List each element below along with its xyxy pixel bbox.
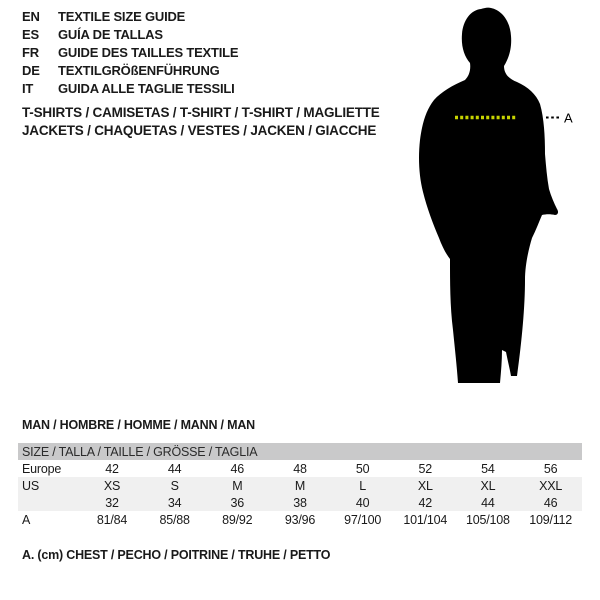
cell: 93/96 xyxy=(284,512,316,527)
cell: 50 xyxy=(355,461,370,476)
language-row-fr xyxy=(22,44,238,62)
cell: 81/84 xyxy=(96,512,128,527)
table-row-us-numeric xyxy=(18,494,582,511)
cell: 42 xyxy=(105,461,119,476)
cell: L xyxy=(359,478,366,493)
table-row-us xyxy=(18,477,582,494)
cell: 89/92 xyxy=(222,512,253,527)
language-row-es xyxy=(22,26,238,44)
row-label: US xyxy=(22,478,39,493)
language-code: ES xyxy=(22,27,39,42)
category-titles xyxy=(22,104,380,140)
cell: 32 xyxy=(105,495,119,510)
cell: XL xyxy=(480,478,496,493)
table-row-a-chest xyxy=(18,511,582,528)
man-silhouette-figure xyxy=(405,0,600,400)
cell: 97/100 xyxy=(344,512,382,527)
cell: M xyxy=(232,478,243,493)
section-title-man: MAN / HOMBRE / HOMME / MANN / MAN xyxy=(22,418,255,432)
cell: S xyxy=(170,478,179,493)
cell: 56 xyxy=(543,461,558,476)
language-row-it xyxy=(22,80,238,98)
cell: 46 xyxy=(543,495,558,510)
table-row-europe xyxy=(18,460,582,477)
language-label: GUIDA ALLE TAGLIE TESSILI xyxy=(58,81,235,96)
cell: M xyxy=(294,478,306,493)
cell: 34 xyxy=(167,495,182,510)
cell: 109/112 xyxy=(529,512,573,527)
cell: 44 xyxy=(167,461,182,476)
cell: 38 xyxy=(293,495,307,510)
cell: 46 xyxy=(230,461,245,476)
cell: 36 xyxy=(230,495,245,510)
language-row-de xyxy=(22,62,238,80)
size-table xyxy=(18,443,582,528)
language-label: TEXTILGRÖßENFÜHRUNG xyxy=(58,63,220,78)
man-silhouette xyxy=(419,8,558,383)
language-label: GUIDE DES TAILLES TEXTILE xyxy=(58,45,239,60)
measure-label-a: A xyxy=(564,110,573,126)
cell: 48 xyxy=(293,461,307,476)
cell: 40 xyxy=(355,495,370,510)
footnote-chest: A. (cm) CHEST / PECHO / POITRINE / TRUHE / PETTO xyxy=(22,548,331,562)
language-list xyxy=(22,8,238,98)
size-table-header: SIZE / TALLA / TAILLE / GRÖSSE / TAGLIA xyxy=(18,443,582,460)
size-table-header-row xyxy=(18,443,582,460)
category-line-tshirts: T-SHIRTS / CAMISETAS / T-SHIRT / T-SHIRT / MAGLIETTE xyxy=(22,105,380,120)
language-code: EN xyxy=(22,9,40,24)
cell: XL xyxy=(417,478,433,493)
cell: 85/88 xyxy=(159,512,190,527)
language-row-en xyxy=(22,8,238,26)
cell: 105/108 xyxy=(466,512,510,527)
language-label: GUÍA DE TALLAS xyxy=(58,27,163,42)
cell: XS xyxy=(103,478,121,493)
cell: 54 xyxy=(481,461,495,476)
cell: 42 xyxy=(418,495,433,510)
language-code: FR xyxy=(22,45,39,60)
language-label: TEXTILE SIZE GUIDE xyxy=(58,9,186,24)
cell: 52 xyxy=(418,461,433,476)
cell: 44 xyxy=(481,495,495,510)
category-line-jackets: JACKETS / CHAQUETAS / VESTES / JACKEN / GIACCHE xyxy=(22,123,377,138)
language-code: IT xyxy=(22,81,34,96)
cell: XXL xyxy=(539,478,563,493)
row-label: A xyxy=(22,512,31,527)
row-label xyxy=(18,494,81,511)
cell: 101/104 xyxy=(403,512,448,527)
row-label: Europe xyxy=(22,461,62,476)
language-code: DE xyxy=(22,63,40,78)
